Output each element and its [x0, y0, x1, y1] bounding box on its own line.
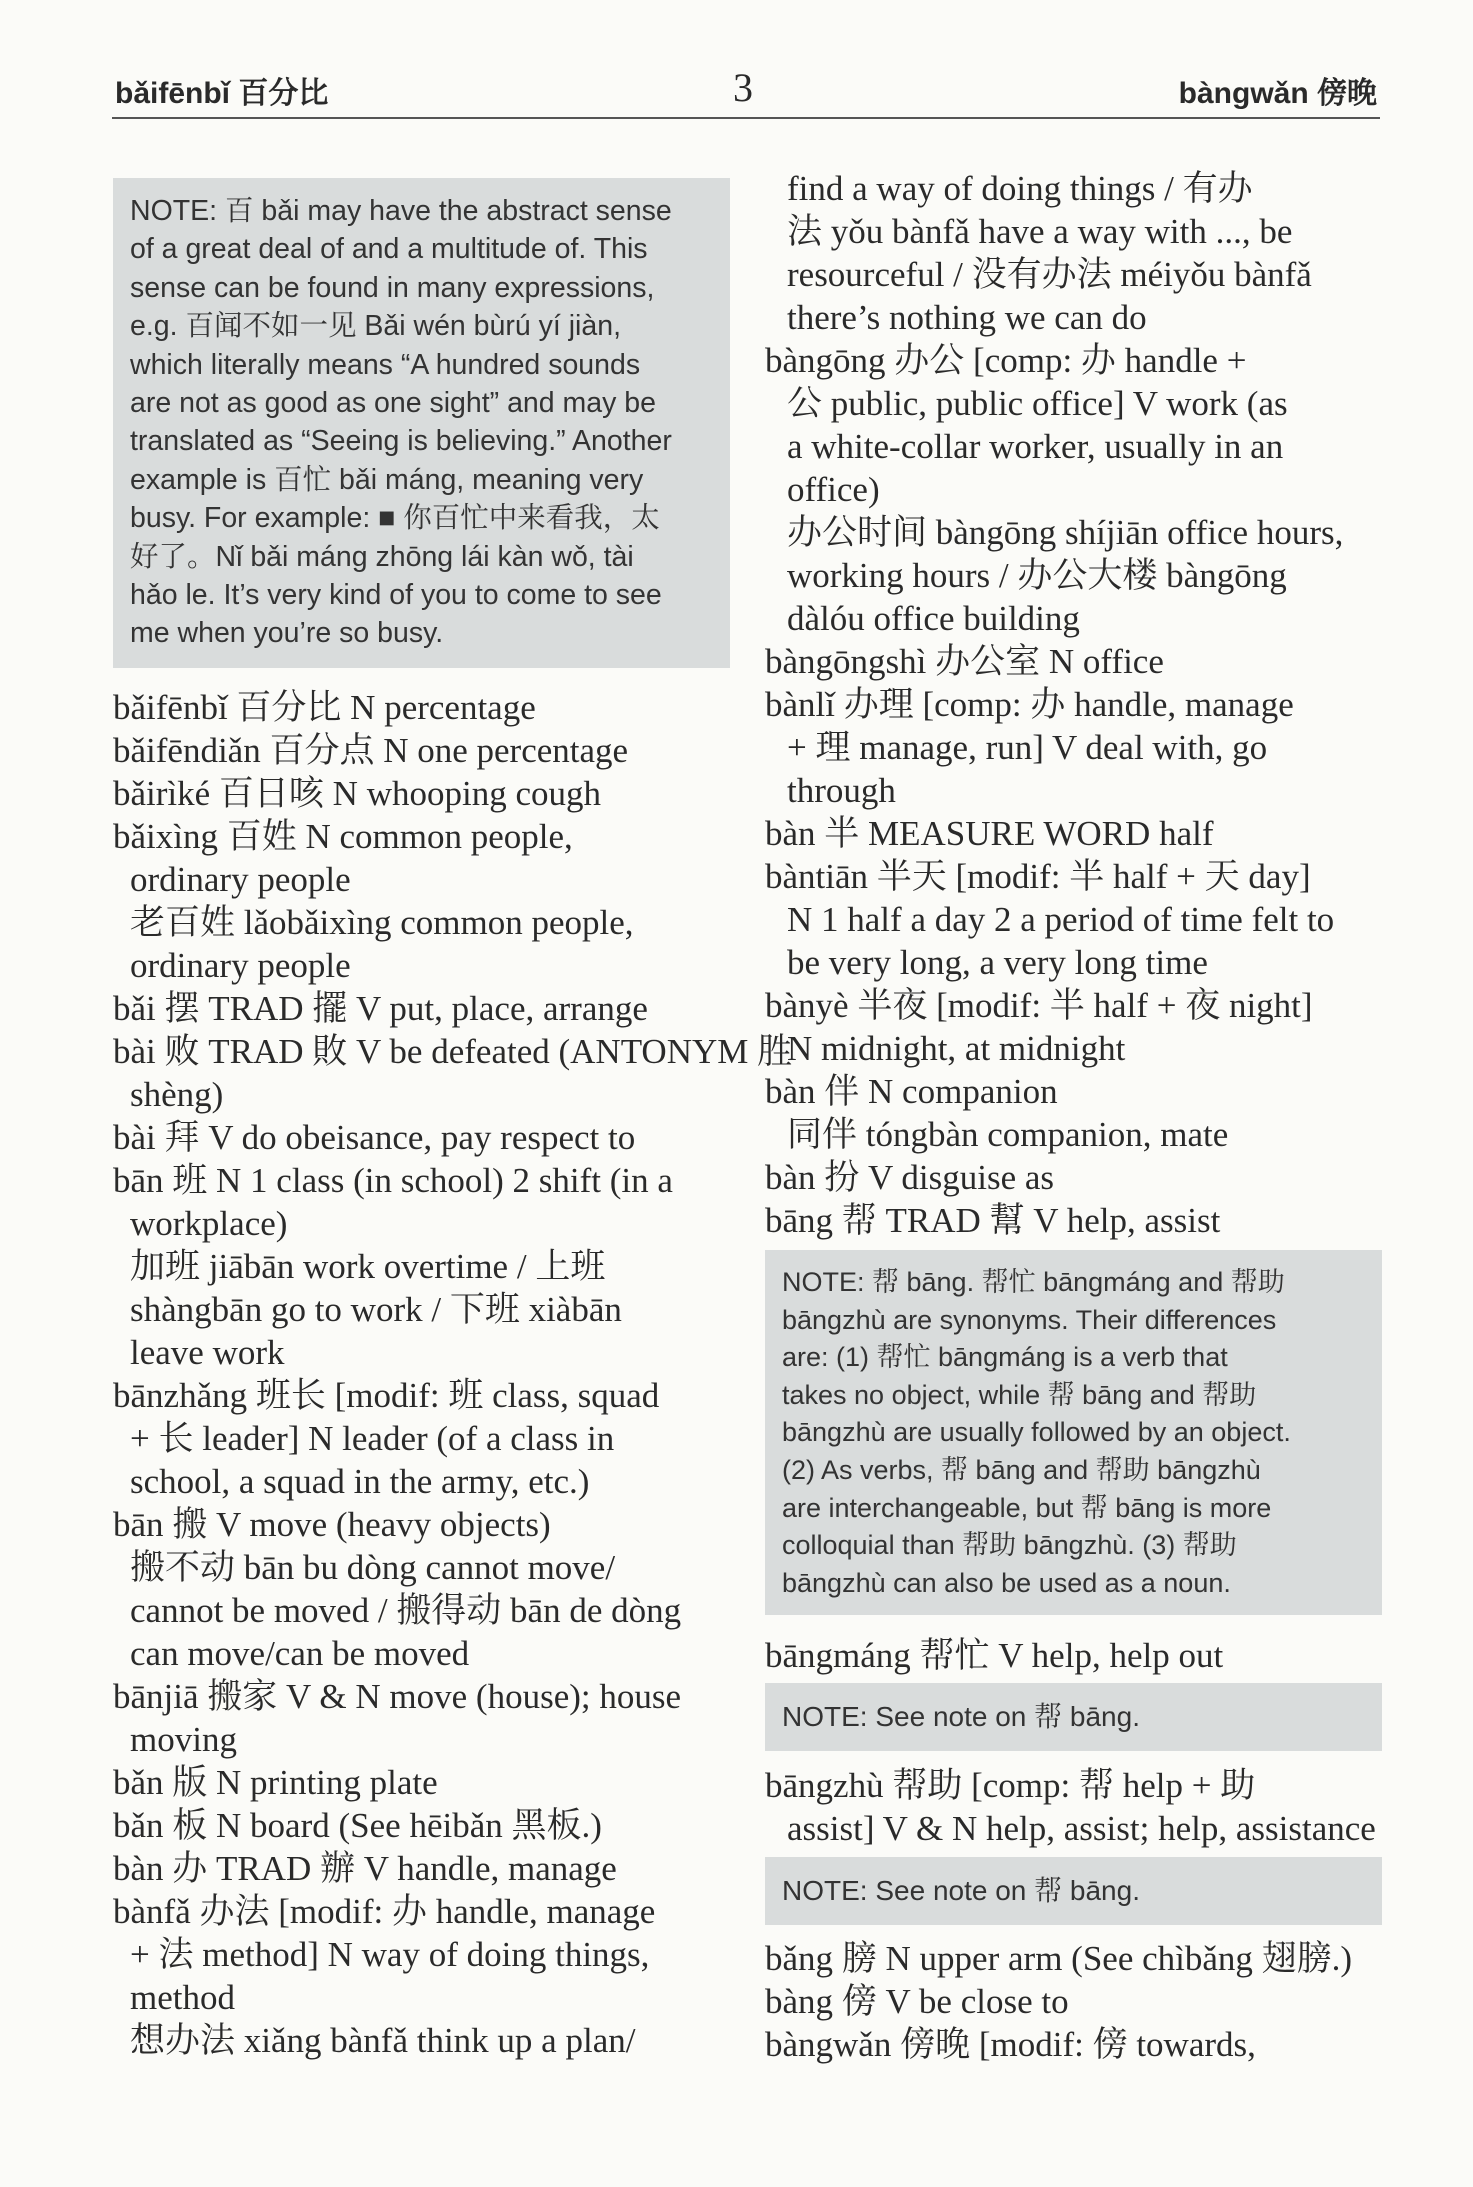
entry-headline: bāngmáng 帮忙 V help, help out — [765, 1636, 1224, 1675]
note-line: which literally means “A hundred sounds — [130, 348, 641, 381]
note-line: colloquial than 帮助 bāngzhù. (3) 帮助 — [782, 1530, 1237, 1561]
note-line: NOTE: See note on 帮 bāng. — [782, 1701, 1140, 1732]
entry-headline: bài 拜 V do obeisance, pay respect to — [113, 1118, 636, 1157]
entry-continuation: N midnight, at midnight — [787, 1029, 1126, 1068]
entry-continuation: dàlóu office building — [787, 599, 1080, 638]
entry-continuation: find a way of doing things / 有办 — [787, 169, 1253, 208]
note-line: NOTE: 帮 bāng. 帮忙 bāngmáng and 帮助 — [782, 1267, 1285, 1297]
header-rule — [112, 117, 1380, 119]
entry-example: working hours / 办公大楼 bàngōng — [787, 556, 1287, 595]
note-line: NOTE: See note on 帮 bāng. — [782, 1875, 1140, 1906]
note-line: of a great deal of and a multitude of. This — [130, 233, 648, 266]
entry-headline: bǎixìng 百姓 N common people, — [113, 817, 573, 856]
entry-continuation: there’s nothing we can do — [787, 298, 1147, 337]
entry-continuation: N 1 half a day 2 a period of time felt to — [787, 900, 1335, 939]
note-box-bangzhu — [765, 1857, 1382, 1925]
entry-example: 老百姓 lǎobǎixìng common people, — [130, 903, 634, 942]
entry-continuation: moving — [130, 1720, 237, 1759]
entry-headline: bǎifēnbǐ 百分比 N percentage — [113, 688, 536, 727]
entry-example: 同伴 tóngbàn companion, mate — [787, 1115, 1229, 1154]
entry-continuation: workplace) — [130, 1204, 288, 1243]
entry-continuation: ordinary people — [130, 860, 351, 899]
entry-headline: bǎifēndiǎn 百分点 N one percentage — [113, 731, 629, 770]
entry-continuation: 公 public, public office] V work (as — [787, 384, 1288, 423]
note-box-bang — [765, 1250, 1382, 1615]
entry-continuation: assist] V & N help, assist; help, assistance — [787, 1809, 1376, 1848]
entry-headline: bānjiā 搬家 V & N move (house); house — [113, 1677, 682, 1716]
entry-headline: bàntiān 半天 [modif: 半 half + 天 day] — [765, 857, 1311, 896]
page-number: 3 — [733, 65, 753, 110]
header-right-guideword: bàngwǎn 傍晚 — [1178, 77, 1377, 110]
note-line: sense can be found in many expressions, — [130, 271, 655, 304]
entry-continuation: ordinary people — [130, 946, 351, 985]
note-line: are interchangeable, but 帮 bāng is more — [782, 1492, 1272, 1523]
entry-continuation: + 理 manage, run] V deal with, go — [787, 728, 1268, 767]
note-line: (2) As verbs, 帮 bāng and 帮助 bāngzhù — [782, 1454, 1261, 1485]
entry-example: 搬不动 bān bu dòng cannot move/ — [130, 1548, 616, 1587]
note-line: are not as good as one sight” and may be — [130, 387, 657, 420]
note-line: bāngzhù can also be used as a noun. — [782, 1567, 1231, 1598]
entry-headline: bāng 帮 TRAD 幫 V help, assist — [765, 1201, 1221, 1240]
entry-example: cannot be moved / 搬得动 bān de dòng — [130, 1591, 682, 1630]
entry-headline: bǎn 版 N printing plate — [113, 1763, 438, 1802]
entry-example: 想办法 xiǎng bànfǎ think up a plan/ — [130, 2021, 636, 2060]
entry-headline: bāngzhù 帮助 [comp: 帮 help + 助 — [765, 1766, 1256, 1805]
entry-headline: bàn 半 MEASURE WORD half — [765, 814, 1214, 853]
note-line: are: (1) 帮忙 bāngmáng is a verb that — [782, 1342, 1228, 1373]
note-box-bangmang — [765, 1683, 1382, 1751]
entry-example: shàngbān go to work / 下班 xiàbān — [130, 1290, 622, 1329]
entry-example: 办公时间 bàngōng shíjiān office hours, — [787, 513, 1344, 552]
note-line: bāngzhù are usually followed by an object. — [782, 1417, 1291, 1448]
running-header — [0, 60, 1473, 120]
entry-headline: bàng 傍 V be close to — [765, 1982, 1069, 2021]
entry-headline: bànyè 半夜 [modif: 半 half + 夜 night] — [765, 986, 1313, 1025]
note-line: hǎo le. It’s very kind of you to come to see — [130, 579, 662, 612]
entry-continuation: a white-collar worker, usually in an — [787, 427, 1284, 466]
entry-continuation: school, a squad in the army, etc.) — [130, 1462, 590, 1501]
entry-continuation: leave work — [130, 1333, 285, 1372]
entry-headline: bàngōngshì 办公室 N office — [765, 642, 1164, 681]
entry-headline: bān 搬 V move (heavy objects) — [113, 1505, 551, 1544]
entry-headline: bàngōng 办公 [comp: 办 handle + — [765, 341, 1247, 380]
entry-headline: bǎirìké 百日咳 N whooping cough — [113, 774, 601, 813]
entry-headline: bàngwǎn 傍晚 [modif: 傍 towards, — [765, 2025, 1256, 2064]
entry-headline: bàn 伴 N companion — [765, 1072, 1058, 1111]
note-box-bai — [113, 178, 730, 668]
entry-example: 加班 jiābān work overtime / 上班 — [130, 1247, 606, 1286]
entry-continuation: shèng) — [130, 1075, 224, 1114]
entry-headline: bànfǎ 办法 [modif: 办 handle, manage — [113, 1892, 656, 1931]
note-line: 好了。Nǐ bǎi máng zhōng lái kàn wǒ, tài — [130, 540, 634, 573]
entry-continuation: 法 yǒu bànfǎ have a way with ..., be — [787, 212, 1293, 251]
note-line: example is 百忙 bǎi máng, meaning very — [130, 463, 644, 496]
entry-headline: bānzhǎng 班长 [modif: 班 class, squad — [113, 1376, 660, 1415]
entry-continuation: office) — [787, 470, 880, 509]
entry-continuation: + 长 leader] N leader (of a class in — [130, 1419, 615, 1458]
entry-headline: bān 班 N 1 class (in school) 2 shift (in a — [113, 1161, 673, 1200]
note-line: busy. For example: ■ 你百忙中来看我，太 — [130, 502, 660, 535]
entry-continuation: + 法 method] N way of doing things, — [130, 1935, 650, 1974]
note-line: NOTE: 百 bǎi may have the abstract sense — [130, 195, 672, 227]
note-line: translated as “Seeing is believing.” Another — [130, 425, 672, 458]
entry-headline: bànlǐ 办理 [comp: 办 handle, manage — [765, 685, 1294, 724]
entry-headline: bǎng 膀 N upper arm (See chìbǎng 翅膀.) — [765, 1939, 1353, 1978]
entry-continuation: resourceful / 没有办法 méiyǒu bànfǎ — [787, 255, 1312, 294]
entry-headline: bǎi 摆 TRAD 擺 V put, place, arrange — [113, 989, 648, 1028]
entry-headline: bàn 扮 V disguise as — [765, 1158, 1055, 1197]
header-left-guideword: bǎifēnbǐ 百分比 — [115, 77, 329, 110]
entry-continuation: be very long, a very long time — [787, 943, 1208, 982]
entry-headline: bǎn 板 N board (See hēibǎn 黑板.) — [113, 1806, 602, 1845]
note-line: takes no object, while 帮 bāng and 帮助 — [782, 1379, 1257, 1410]
entry-continuation: through — [787, 771, 896, 810]
entry-headline: bài 败 TRAD 敗 V be defeated (ANTONYM 胜 — [113, 1032, 793, 1071]
entry-continuation: method — [130, 1978, 235, 2017]
note-line: e.g. 百闻不如一见 Bǎi wén bùrú yí jiàn, — [130, 310, 622, 343]
note-line: me when you’re so busy. — [130, 617, 444, 650]
entry-headline: bàn 办 TRAD 辦 V handle, manage — [113, 1849, 617, 1888]
note-line: bāngzhù are synonyms. Their differences — [782, 1304, 1277, 1335]
entry-continuation: can move/can be moved — [130, 1634, 470, 1673]
